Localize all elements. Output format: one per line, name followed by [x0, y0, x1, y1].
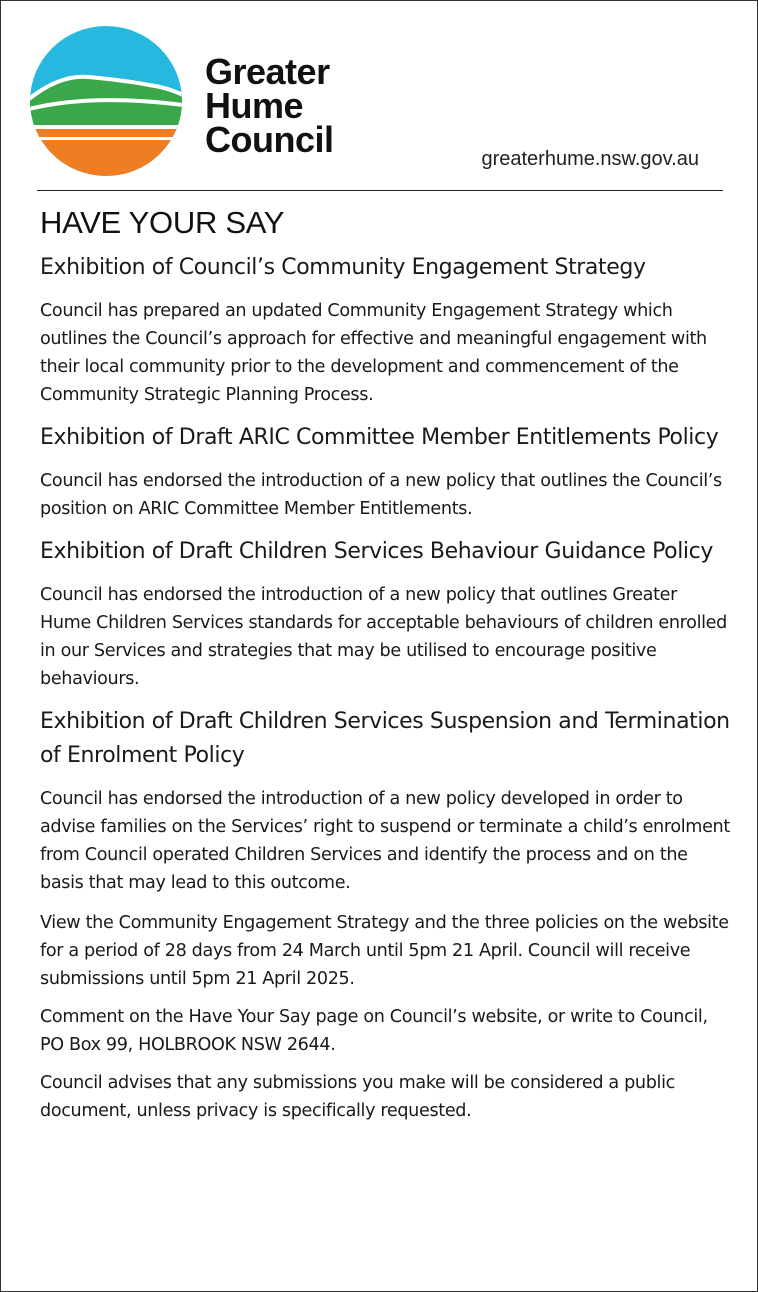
- section-body: Council has endorsed the introduction of a new policy that outlines the Council’s position on ARIC Committee Member Entitlements.: [40, 471, 722, 519]
- website-link[interactable]: greaterhume.nsw.gov.au: [481, 148, 699, 170]
- notice-title: HAVE YOUR SAY: [40, 205, 285, 240]
- council-name-line-1: Greater: [205, 51, 330, 92]
- section-heading: Exhibition of Draft Children Services Behaviour Guidance Policy: [40, 539, 713, 564]
- section-heading: Exhibition of Council’s Community Engagement Strategy: [40, 255, 646, 280]
- council-name-line-2: Hume: [205, 85, 304, 126]
- section-body: Council has endorsed the introduction of a new policy developed in order to advise families on the Services’ right to suspend or terminate a child’s enrolment from Council operated Children Services and identify the process and on the basis that may lead to this outcome.: [40, 789, 730, 893]
- notice-content: [40, 203, 730, 1135]
- council-logo-icon: [29, 25, 183, 177]
- closing-paragraph: Comment on the Have Your Say page on Council’s website, or write to Council, PO Box 99, HOLBROOK NSW 2644.: [40, 1007, 708, 1055]
- section-heading: Exhibition of Draft Children Services Suspension and Termination of Enrolment Policy: [40, 709, 730, 768]
- section-heading: Exhibition of Draft ARIC Committee Member Entitlements Policy: [40, 425, 719, 450]
- section-body: Council has prepared an updated Community Engagement Strategy which outlines the Council’s approach for effective and meaningful engagement with their local community prior to the development and commencement of the Community Strategic Planning Process.: [40, 301, 707, 405]
- council-name: [205, 51, 334, 160]
- header-divider: [37, 190, 723, 191]
- section-body: Council has endorsed the introduction of a new policy that outlines Greater Hume Children Services standards for acceptable behaviours of children enrolled in our Services and strategies that may be utilised to encourage positive behaviours.: [40, 585, 727, 689]
- closing-paragraph: View the Community Engagement Strategy and the three policies on the website for a period of 28 days from 24 March until 5pm 21 April. Council will receive submissions until 5pm 21 April 2025.: [40, 913, 729, 989]
- closing-paragraph: Council advises that any submissions you make will be considered a public document, unless privacy is specifically requested.: [40, 1073, 675, 1121]
- council-name-line-3: Council: [205, 119, 334, 160]
